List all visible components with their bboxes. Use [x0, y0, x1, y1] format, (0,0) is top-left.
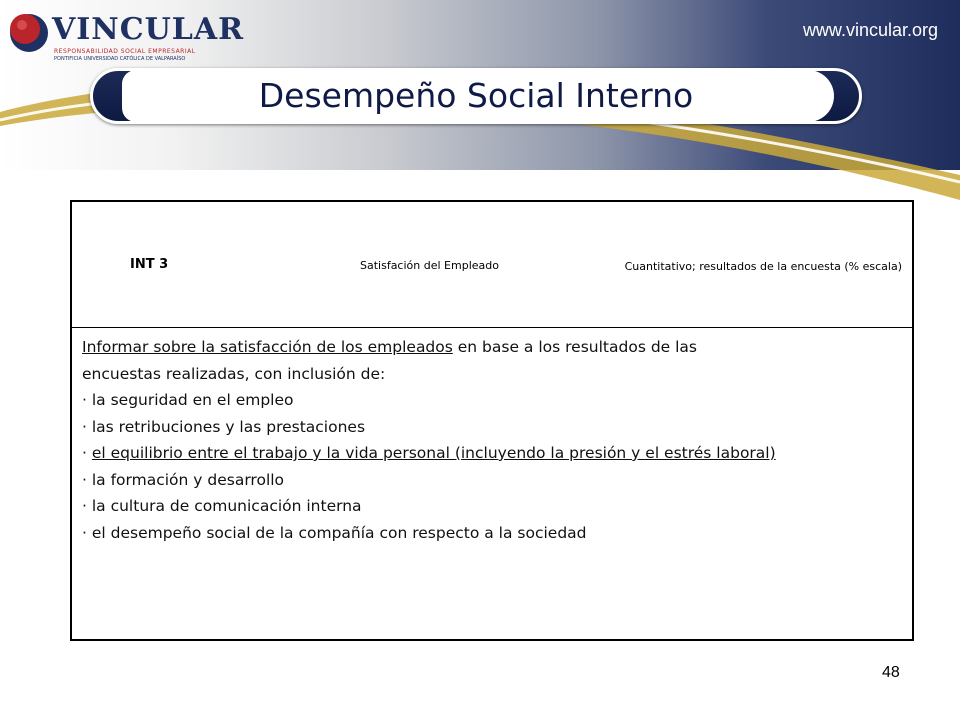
vincular-logo[interactable]: [8, 8, 245, 63]
description-rest: en base a los resultados de las: [452, 338, 698, 356]
list-item: · la formación y desarrollo: [82, 470, 285, 489]
list-item: · la cultura de comunicación interna: [82, 497, 362, 515]
list-bullet: ·: [82, 444, 92, 462]
description-underlined: Informar sobre la satisfacción de los empleados: [82, 338, 453, 356]
indicator-measure: Cuantitativo; resultados de la encuesta (% escala): [624, 260, 902, 273]
page-number: 48: [882, 664, 900, 681]
list-item: · las retribuciones y las prestaciones: [82, 417, 366, 436]
list-item: · el desempeño social de la compañía con respecto a la sociedad: [82, 523, 587, 542]
logo-name: VINCULAR: [52, 12, 245, 47]
indicator-table: [70, 200, 914, 641]
list-item: · la seguridad en el empleo: [82, 391, 294, 409]
website-link[interactable]: www.vincular.org: [802, 20, 938, 40]
logo-tagline: RESPONSABILIDAD SOCIAL EMPRESARIAL: [54, 48, 196, 55]
logo-mark-icon: [8, 12, 50, 54]
list-item: [82, 440, 902, 467]
list-item-underlined: el equilibrio entre el trabajo y la vida personal (incluyendo la presión y el estrés laboral): [91, 444, 776, 462]
indicator-description: [82, 334, 902, 546]
indicator-code: INT 3: [130, 257, 169, 272]
indicator-name: Satisfación del Empleado: [360, 259, 499, 272]
indicator-header-row: [72, 202, 912, 328]
page-title: Desempeño Social Interno: [258, 76, 694, 115]
description-line: encuestas realizadas, con inclusión de:: [82, 364, 386, 383]
description-line: [82, 334, 902, 361]
logo-institution: PONTIFICIA UNIVERSIDAD CATÓLICA DE VALPARAÍSO: [54, 56, 186, 62]
